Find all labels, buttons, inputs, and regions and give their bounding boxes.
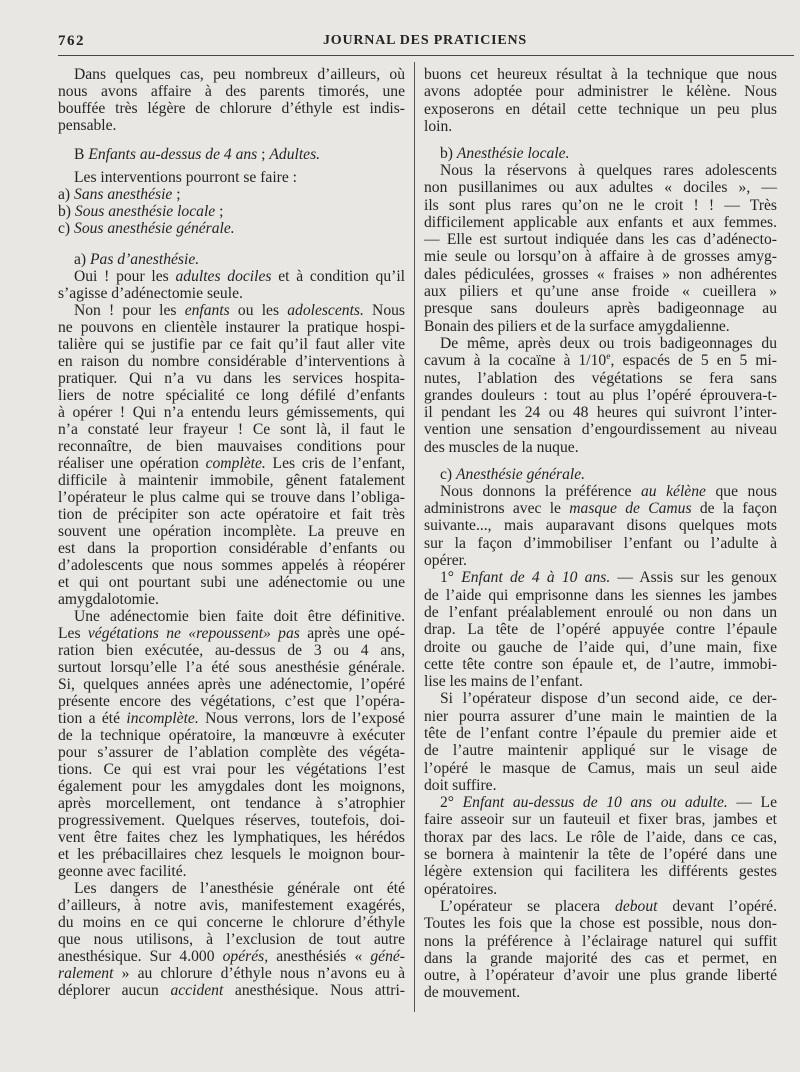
text-line [58,251,405,268]
paragraph [58,169,405,186]
italic-text: enfants [184,302,230,319]
text-line: vent être faites chez les lymphatiques, les hérédos [58,829,405,846]
text-segment: tion a été [58,710,127,727]
text-line: cette tête contre son épaule et, de l’autre, immobi- [424,655,777,673]
text-line: n’a constaté leur frayeur ! Ce sont là, il faut le [58,421,405,438]
text-line: l’opéré le masque de Camus, mais un seul aide [424,759,777,777]
text-line: opératoires. [424,880,498,898]
italic-text: Enfants au-dessus de 4 ans [88,146,258,163]
header-rule [58,55,794,56]
text-line: liers de notre spécialité ce long défilé d’enfants [58,387,405,404]
text-segment: Les cris de l’enfant, [265,455,405,472]
text-segment: 1° [440,569,462,587]
italic-text: debout [615,897,658,915]
text-segment: anesthésique. Sur 4.000 [58,948,223,965]
text-line: geonne avec facilité. [58,863,187,880]
page-number: 762 [58,33,85,49]
text-line: outre, à l’opérateur d’avoir une plus grande liberté [424,967,777,985]
text-line: ils sont plus rares qu’on ne le croit ! ! — Très [424,196,777,214]
text-segment: — Assis sur les genoux [610,569,778,587]
text-line: avons adoptée pour administrer le kélène. Nous [424,83,777,101]
paragraph-continues [58,880,405,999]
column-rule [414,62,415,1012]
text-segment: c) [440,465,457,483]
text-line [424,483,777,500]
text-segment: anesthésiés « [268,948,371,965]
text-line [58,146,405,163]
text-line [58,965,405,982]
text-segment: ; [257,146,270,163]
text-line [424,794,777,811]
text-line [424,145,777,162]
left-column [58,66,405,999]
subheading [58,251,405,268]
text-line: de mouvement. [424,984,521,1002]
text-line: que nous utilisons, à l’exclusion de tout autre [58,931,405,948]
text-line: légère extension qui facilitera les différents gestes [424,863,777,881]
text-line: exposerons en détail cette technique un peu plus [424,100,777,118]
text-line [58,268,405,285]
text-line: aux piliers et qu’une anse froide « cueillera » [424,283,777,301]
text-segment: L’opérateur se placera [440,897,616,915]
text-line: l’opérateur le plus calme qui se trouve dans l’obliga- [58,489,405,506]
text-line [424,466,777,483]
running-title: JOURNAL DES PRATICIENS [322,33,528,48]
text-line: à opérer ! Qui n’a entendu leurs gémissements, qui [58,404,405,421]
text-segment: » au chlorure d’éthyle nous n’avons eu à [113,965,405,982]
paragraph [58,608,405,880]
text-segment: ; [215,203,224,220]
text-line: non pusillanimes ou aux adultes « dociles », — [424,179,777,197]
text-segment: b) [58,203,75,220]
italic-text: Pas d’anesthésie. [90,251,200,268]
text-segment: Oui ! pour les [74,268,176,285]
italic-text: géné- [370,948,405,965]
italic-text: accident [170,982,224,999]
text-line: de la technique opératoire, la manœuvre à exécuter [58,727,405,744]
text-line [58,710,405,727]
italic-text: incomplète. [126,710,199,727]
paragraph [424,569,777,690]
text-line [58,220,405,237]
text-line: suivante..., mais auparavant disons quelques mots [424,517,777,535]
text-line: amygdalotomie. [58,591,159,608]
text-line: s’agisse d’adénectomie seule. [58,285,243,302]
text-line: Toutes les fois que la chose est possible, nous don- [424,915,777,933]
text-line: et qui ont pourtant subi une adénectomie ou une [58,574,405,591]
text-line: également pour les amygdales dont les moignons, [58,778,405,795]
subheading [424,466,777,483]
text-line: ration bien exécutée, au-dessus de 3 ou 4 ans, [58,642,405,659]
text-line: des muscles de la nuque. [424,438,579,456]
text-line: presque sans douleurs après badigeonnage au [424,300,777,318]
text-segment: , espacés de 5 en 5 mi- [610,352,778,370]
text-line [58,203,405,220]
text-line: Dans quelques cas, peu nombreux d’ailleurs, où [74,66,405,83]
paragraph [424,335,777,456]
text-line: difficile à maintenir immobile, gênent fatalement [58,472,405,489]
text-segment: 2° [440,794,463,812]
text-line: nons la préférence à l’éclairage naturel qui suffit [424,932,777,950]
text-segment: Nous donnons la préférence [440,482,641,500]
paragraph [58,268,405,302]
text-line: Les dangers de l’anesthésie générale ont été [74,880,405,897]
italic-text: complète. [205,455,266,472]
text-line: tête de l’enfant contre l’épaule du premier aide et [424,724,777,742]
text-line: se bornera à maintenir la tête de l’opéré dans une [424,846,777,864]
text-line: dales pédiculées, grosses « fraises » non adhérentes [424,265,777,283]
text-line: — Elle est surtout indiquée dans les cas d’adénecto- [424,231,777,249]
text-line: vention une sensation d’engourdissement au niveau [424,421,777,439]
italic-text: adolescents. [287,302,364,319]
text-segment: Nous verrons, lors de l’exposé [198,710,405,727]
text-line [58,302,405,319]
text-line: doit suffire. [424,776,497,794]
text-line [424,500,777,517]
text-line: de l’autre maintenir appliqué sur le visage de [424,742,777,760]
text-segment: devant l’opéré. [657,897,777,915]
text-segment: b) [440,144,457,162]
right-column [424,66,777,1002]
text-segment: réaliser une opération [58,455,206,472]
text-line: buons cet heureux résultat à la technique que nous [424,66,777,83]
text-segment: Les [58,625,88,642]
text-line: Si, quelques années après une adénectomie, l’opéré [58,676,405,693]
text-segment: Nous [363,302,405,319]
text-segment: c) [58,220,75,237]
italic-text: Adultes. [269,146,321,163]
text-segment: a) [58,186,75,203]
text-line [58,982,405,999]
text-line: tion de précipiter son acte opératoire et fait très [58,506,405,523]
text-line: présente encore des végétations, c’est que l’opéra- [58,693,405,710]
section-heading [58,146,405,163]
text-line [424,898,777,915]
paragraph [424,483,777,569]
superscript: e [606,351,611,363]
list [58,186,405,237]
text-line: nous avons affaire à des parents timorés, une [58,83,405,100]
italic-text: Sous anesthésie générale. [74,220,235,237]
text-segment: — Le [727,794,778,812]
text-line: d’adolescents que nous sommes appelés à réopérer [58,557,405,574]
text-line [58,455,405,472]
text-line: nier pourra assurer d’une main le maintien de la [424,707,777,725]
text-line: du moins en ce qui concerne le chlorure d’éthyle [58,914,405,931]
text-line: Les interventions pourront se faire : [74,169,298,186]
text-line [58,948,405,965]
text-line: nutes, l’ablation des végétations se fera sans [424,369,777,387]
paragraph [58,66,405,134]
text-line: droite ou gauche de l’aide qui, d’une main, fixe [424,638,777,656]
text-line: pour s’assurer de l’ablation complète des végéta- [58,744,405,761]
text-segment: déplorer aucun [58,982,171,999]
text-line: est dans la proportion considérable d’enfants ou [58,540,405,557]
text-line: progressivement. Quelques réserves, toutefois, doi- [58,812,405,829]
italic-text: Enfant au-dessus de 10 ans ou adulte. [462,794,728,812]
text-segment: que nous [705,482,777,500]
text-line: tions. Ce qui est vrai pour les végétations l’est [58,761,405,778]
italic-text: adultes dociles [175,268,272,285]
text-line: de l’aide qui emprisonne dans les siennes les jambes [424,586,777,604]
italic-text: Enfant de 4 à 10 ans. [461,569,611,587]
text-line: après morcellement, ont tendance à s’atrophier [58,795,405,812]
text-segment: a) [74,251,91,268]
text-line: drap. La tête de l’opéré appuyée contre l’épaule [424,621,777,639]
text-line: lise les mains de l’enfant. [424,673,583,691]
text-line: grandes douleurs : tout au plus l’opéré éprouvera-t- [424,386,777,404]
italic-text: opérés, [222,948,269,965]
text-line [424,352,777,369]
text-segment: de la façon [691,500,778,518]
paragraph [424,690,777,794]
text-line: thorax par des lacs. Le rôle de l’aide, dans ce cas, [424,828,777,846]
text-line: De même, après deux ou trois badigeonnages du [440,334,777,352]
text-line: il pendant les 24 ou 48 heures qui suivront l’inter- [424,404,777,422]
text-segment: après une opé- [299,625,405,642]
text-line: loin. [424,117,453,135]
text-line: surtout lorsqu’elle l’a été sous anesthésie générale. [58,659,405,676]
text-segment: B [74,146,89,163]
text-line: de l’enfant préalablement enroulé ou non dans un [424,603,777,621]
text-line: reconnaître, de bien mauvaises conditions pour [58,438,405,455]
text-line: d’ailleurs, à notre avis, manifestement exagérés, [58,897,405,914]
italic-text: végétations ne «repoussent» pas [87,625,300,642]
text-segment: ou les [229,302,288,319]
paragraph [424,898,777,1002]
text-line: Si l’opérateur dispose d’un second aide, ce der- [440,690,777,708]
text-line: mie seule ou lorsqu’on à affaire à de grosses amyg- [424,248,777,266]
text-line: en raison du nombre considérable d’interventions à [58,353,405,370]
text-segment: Non ! pour les [74,302,185,319]
text-line: dans la grande majorité des cas et permet, en [424,949,777,967]
text-line [424,569,777,586]
text-segment: anesthésique. Nous attri- [223,982,406,999]
italic-text: Sans anesthésie [74,186,173,203]
text-line: Une adénectomie bien faite doit être définitive. [74,608,405,625]
text-line [58,625,405,642]
text-line: faire asseoir sur un fauteuil et fixer bras, jambes et [424,811,777,829]
text-line: talière qui se justifie par ce fait qu’il faut aller vite [58,336,405,353]
text-line: opérer. [424,552,467,570]
text-line [58,186,405,203]
text-segment: ; [172,186,181,203]
italic-text: Anesthésie générale. [456,465,586,483]
italic-text: Anesthésie locale. [456,144,570,162]
text-segment: administrons avec le [424,500,570,518]
paragraph [424,794,777,898]
text-line: souvent une opération incomplète. La preuve en [58,523,405,540]
text-line: pensable. [58,117,117,134]
text-line: Bonain des piliers et de la surface amygdalienne. [424,317,730,335]
text-segment: et à condition qu’il [271,268,405,285]
subheading [424,145,777,162]
italic-text: ralement [58,965,114,982]
italic-text: masque de Camus [569,500,692,518]
italic-text: Sous anesthésie locale [74,203,216,220]
paragraph-continued [424,66,777,135]
text-line: Nous la réservons à quelques rares adolescents [440,161,777,179]
text-line: pratiquer. Qui n’a vu dans les services hospita- [58,370,405,387]
text-line: difficilement applicable aux enfants et aux femmes. [424,213,777,231]
text-line: bouffée très légère de chlorure d’éthyle est indis- [58,100,405,117]
text-line: ne pouvons en clientèle instaurer la pratique hospi- [58,319,405,336]
paragraph [58,302,405,608]
italic-text: au kélène [640,482,706,500]
text-segment: cavum à la cocaïne à 1/10 [424,352,607,370]
paragraph [424,162,777,335]
text-line: et les prébacillaires chez lesquels le moignon bour- [58,846,405,863]
text-line: sur la façon d’immobiliser l’enfant ou l’adulte à [424,534,777,552]
